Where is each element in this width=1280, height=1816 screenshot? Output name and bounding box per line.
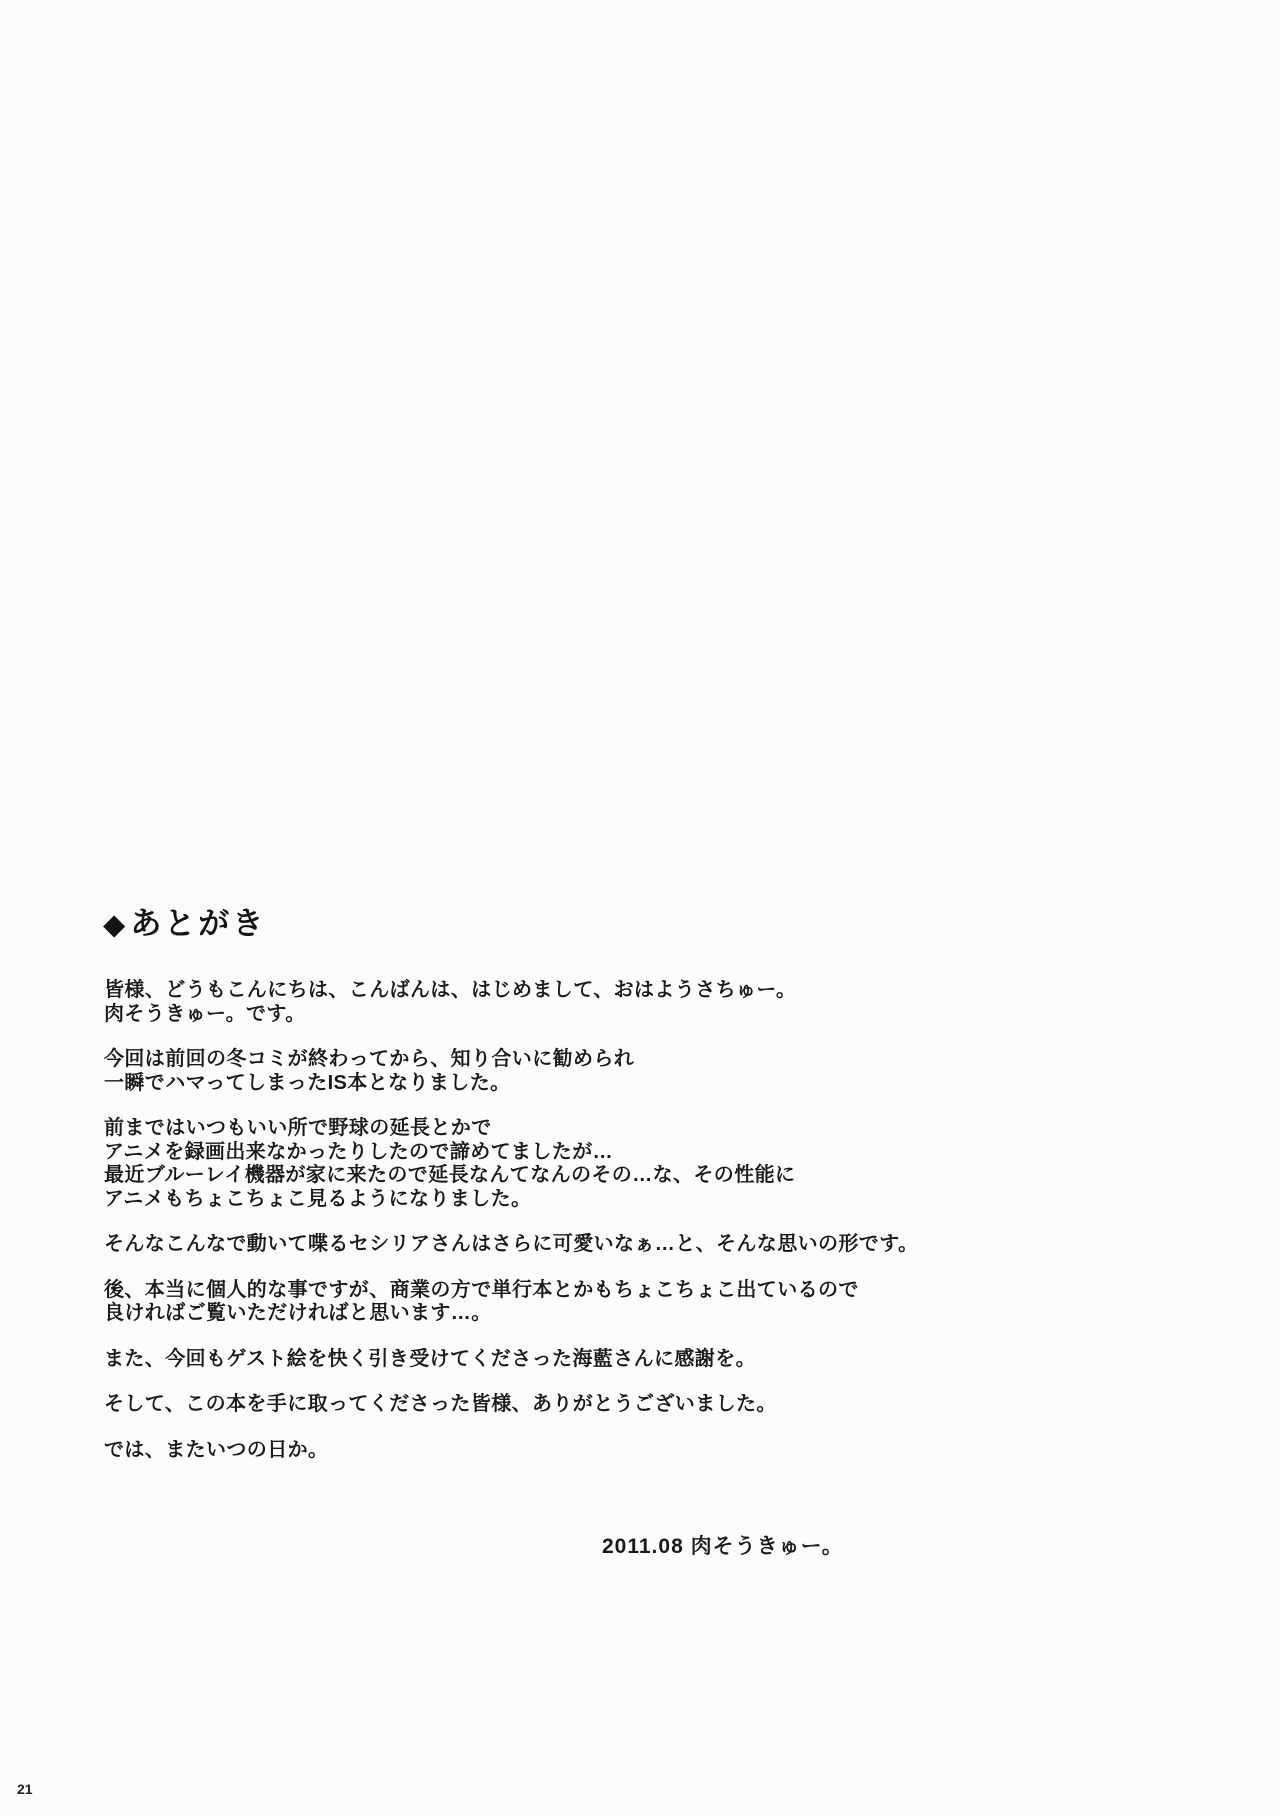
paragraph: 皆様、どうもこんにちは、こんばんは、はじめまして、おはようさちゅー。 肉そうきゅー。です。 [104,979,797,1025]
paragraph: 前まではいつもいい所で野球の延長とかで アニメを録画出来なかったりしたので諦めてましたが… 最近ブルーレイ機器が家に来たので延長なんてなんのその…な、その性能に アニメもちょこちょこ見るようになりました。 [104,1117,796,1210]
afterword-body [104,979,1104,1484]
page-number: 21 [17,1781,33,1797]
paragraph: では、またいつの日か。 [104,1438,329,1461]
signature: 2011.08 肉そうきゅー。 [602,1535,844,1558]
page-title-text: あとがき [130,906,267,941]
paragraph: また、今回もゲスト絵を快く引き受けてくださった海藍さんに感謝を。 [104,1347,756,1370]
paragraph: 今回は前回の冬コミが終わってから、知り合いに勧められ 一瞬でハマってしまったIS本となりました。 [104,1048,635,1094]
paragraph: そんなこんなで動いて喋るセシリアさんはさらに可愛いなぁ…と、そんな思いの形です。 [104,1233,919,1255]
diamond-icon: ◆ [103,909,129,941]
paragraph: 後、本当に個人的な事ですが、商業の方で単行本とかもちょこちょこ出ているので 良ければご覧いただければと思います…。 [104,1278,859,1324]
page-title [103,898,266,943]
paragraph: そして、この本を手に取ってくださった皆様、ありがとうございました。 [104,1393,777,1415]
